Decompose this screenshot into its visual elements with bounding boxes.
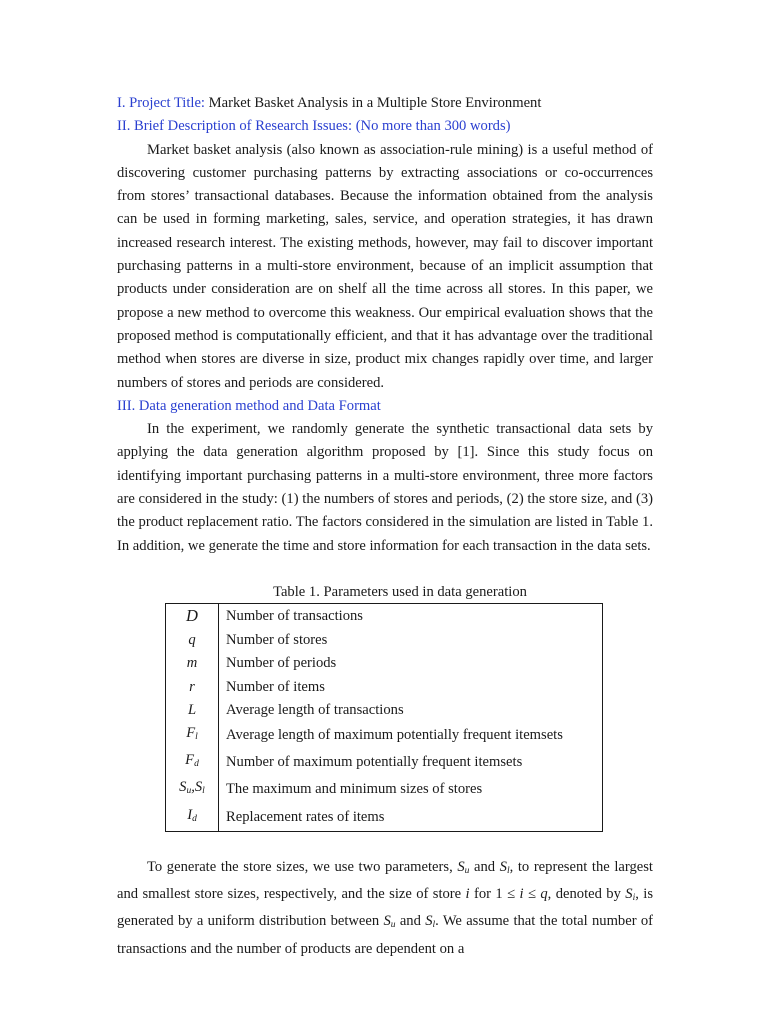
parameter-description: Average length of maximum potentially frequent itemsets xyxy=(226,726,563,743)
store-size-paragraph: To generate the store sizes, we use two parameters, $S_u$ and $S_l$, to represent the largest and smallest store sizes, respectively, and the size of store i for 1 ≤ i ≤ q, denoted by $S_i$, is generated by a uniform distribution between $S_u$ and $S_l$. We assume that the total number of transactions and the number of products are dependent on a xyxy=(117,858,654,957)
parameter-symbol: q xyxy=(166,629,219,652)
parameter-symbol: D xyxy=(166,603,219,629)
parameter-symbol: $F_l$ xyxy=(166,722,219,749)
su-symbol: $S_u$ xyxy=(457,858,470,876)
parameter-description: Replacement rates of items xyxy=(226,808,385,825)
table-row xyxy=(166,676,603,699)
table-row xyxy=(166,722,603,749)
parameter-description: Number of maximum potentially frequent itemsets xyxy=(226,754,523,771)
parameter-symbol: m xyxy=(166,652,219,675)
table-row xyxy=(166,603,603,629)
parameter-description: Number of periods xyxy=(226,655,337,672)
table-row xyxy=(166,652,603,675)
parameters-table xyxy=(165,603,603,832)
research-issues-heading: II. Brief Description of Research Issues: (No more than 300 words) xyxy=(117,118,511,135)
data-generation-heading: III. Data generation method and Data Format xyxy=(117,397,381,414)
parameter-symbol: $I_d$ xyxy=(166,804,219,832)
project-title-label: I. Project Title: xyxy=(117,95,205,111)
parameter-description: Number of stores xyxy=(226,632,328,649)
parameter-symbol: $F_d$ xyxy=(166,749,219,776)
project-title-line xyxy=(117,92,653,115)
table-row xyxy=(166,629,603,652)
table-row xyxy=(166,699,603,722)
sl-symbol: $S_l$ xyxy=(499,858,510,876)
parameter-description: Average length of transactions xyxy=(226,701,404,718)
table1-caption: Table 1. Parameters used in data generation xyxy=(273,583,527,600)
parameter-symbol: r xyxy=(166,676,219,699)
table-row xyxy=(166,749,603,776)
table-row xyxy=(166,804,603,832)
research-description-paragraph: Market basket analysis (also known as association-rule mining) is a useful method of discovering customer purchasing patterns by extracting associations or co-occurrences from stores’ transactional databases. Because the information obtained from the analysis can be used in forming marketing, sales, service, and operation strategies, it has drawn increased research interest. The existing methods, however, may fail to discover important purchasing patterns in a multi-store environment, because of an implicit assumption that products under consideration are on shelf all the time across all stores. In this paper, we propose a new method to overcome this weakness. Our empirical evaluation shows that the proposed method is computationally efficient, and that it has advantage over the traditional method when stores are diverse in size, product mix changes rapidly over time, and larger numbers of stores and periods are considered. xyxy=(117,141,653,391)
parameter-description: The maximum and minimum sizes of stores xyxy=(226,781,483,798)
table-row xyxy=(166,776,603,803)
parameter-symbol: $S_u,S_l$ xyxy=(166,776,219,803)
project-title-text: Market Basket Analysis in a Multiple Store Environment xyxy=(208,95,542,111)
data-generation-paragraph: In the experiment, we randomly generate the synthetic transactional data sets by applying the data generation algorithm proposed by [1]. Since this study focus on identifying important purchasing patterns in a multi-store environment, three more factors are considered in the study: (1) the numbers of stores and periods, (2) the store size, and (3) the product replacement ratio. The factors considered in the simulation are listed in Table 1. In addition, we generate the time and store information for each transaction in the data sets. xyxy=(117,421,653,554)
si-symbol: $S_i$ xyxy=(625,886,636,904)
parameter-symbol: L xyxy=(166,699,219,722)
parameter-description: Number of items xyxy=(226,678,325,695)
document-page xyxy=(117,92,653,961)
parameter-description: Number of transactions xyxy=(226,607,363,624)
